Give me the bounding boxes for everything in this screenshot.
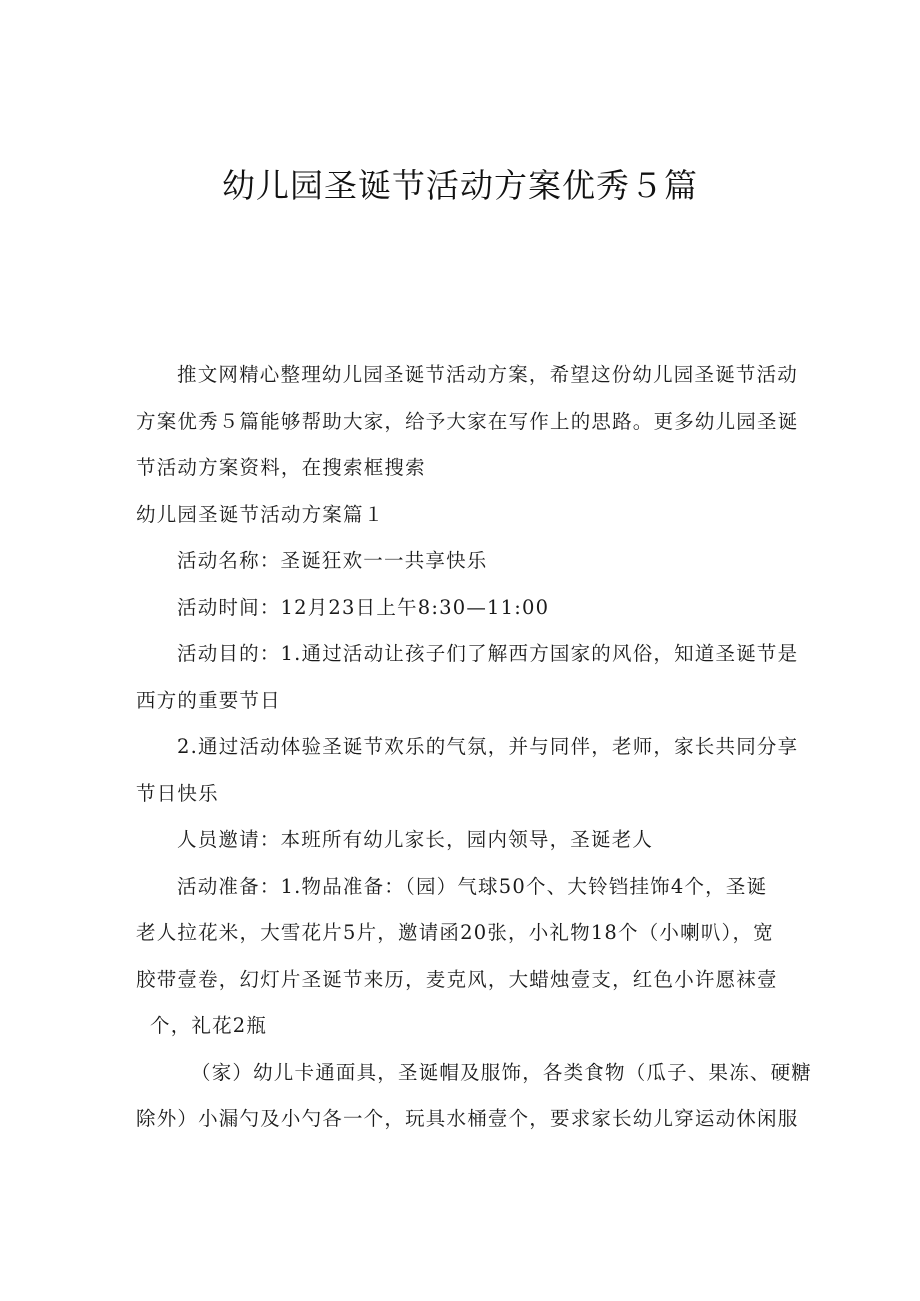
paragraph-line: （家）幼儿卡通面具，圣诞帽及服饰，各类食物（瓜子、果冻、硬糖 — [191, 1060, 813, 1084]
section-heading: 幼儿园圣诞节活动方案篇１ — [136, 502, 385, 526]
paragraph-line: 活动准备：1.物品准备：（园）气球50个、大铃铛挂饰4个，圣诞 — [177, 874, 768, 898]
document-title: 幼儿园圣诞节活动方案优秀５篇 — [222, 166, 698, 205]
paragraph-line: 方案优秀５篇能够帮助大家，给予大家在写作上的思路。更多幼儿园圣诞 — [136, 409, 799, 433]
paragraph-line: 活动名称：圣诞狂欢一一共享快乐 — [177, 549, 488, 572]
paragraph-line: 人员邀请：本班所有幼儿家长，园内领导，圣诞老人 — [177, 828, 654, 851]
document-body — [136, 352, 813, 1143]
paragraph-line: 活动时间：12月23日上午8:30—11:00 — [177, 595, 550, 619]
paragraph-line: 除外）小漏勺及小勺各一个，玩具水桶壹个，要求家长幼儿穿运动休闲服 — [136, 1107, 799, 1130]
paragraph-line: 老人拉花米，大雪花片5片，邀请函20张，小礼物18个（小喇叭），宽 — [136, 921, 774, 944]
paragraph-line: 西方的重要节日 — [136, 688, 281, 712]
paragraph-line: 2.通过活动体验圣诞节欢乐的气氛，并与同伴，老师，家长共同分享 — [177, 735, 799, 758]
paragraph-line: 节日快乐 — [136, 781, 219, 805]
paragraph-line: 推文网精心整理幼儿园圣诞节活动方案，希望这份幼儿园圣诞节活动 — [177, 363, 799, 386]
paragraph-line: 个，礼花2瓶 — [150, 1014, 268, 1037]
paragraph-line: 活动目的：1.通过活动让孩子们了解西方国家的风俗，知道圣诞节是 — [177, 642, 799, 665]
paragraph-line: 胶带壹卷，幻灯片圣诞节来历，麦克风，大蜡烛壹支，红色小许愿袜壹 — [136, 967, 778, 991]
paragraph-line: 节活动方案资料，在搜索框搜索 — [136, 456, 426, 479]
